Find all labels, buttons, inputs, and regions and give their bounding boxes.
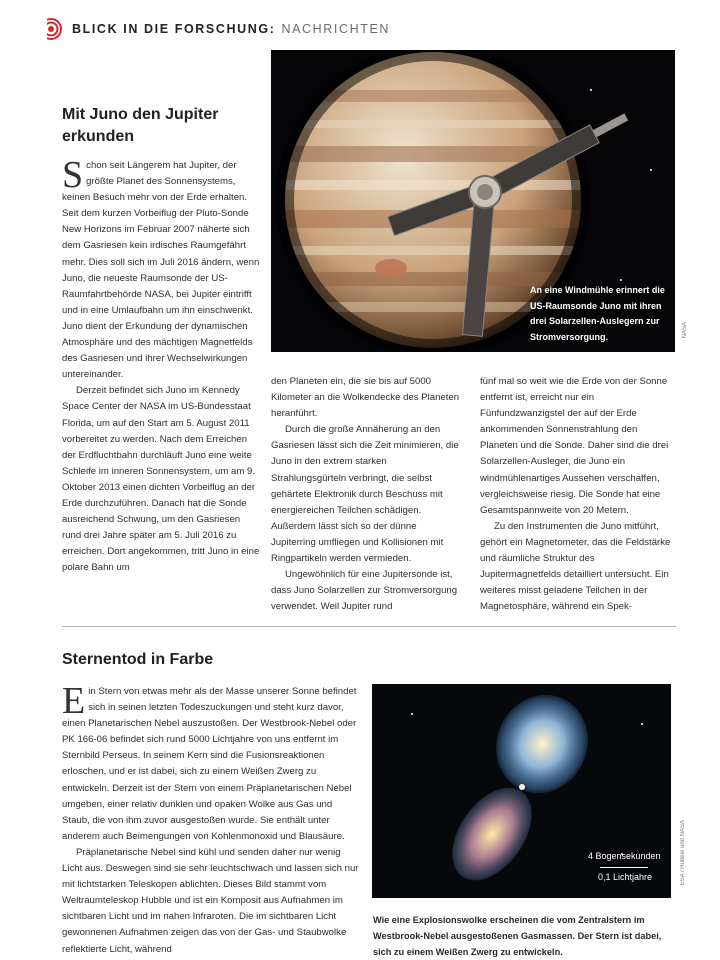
scale-bar (600, 867, 648, 868)
paragraph: Zu den Instrumenten die Juno mitführt, gehört ein Magnetometer, das die Feldstärke und räumliche Struktur des Jupitermagnetfelds detailliert untersucht. Ein weiteres misst geladene Teilchen in der Magnetosphäre, während ein Spek- (480, 520, 671, 613)
section-subtitle: NACHRICHTEN (281, 22, 391, 36)
scale-arcsec-label: 4 Bogensekunden (588, 851, 661, 861)
article-title-line2: erkunden (62, 128, 135, 145)
photo-caption: An eine Windmühle erinnert die US-Raumsonde Juno mit ihren drei Solarzellen-Auslegern zur Stromversorgung. (530, 285, 665, 342)
nebula-photo (372, 684, 671, 898)
article-title (62, 104, 262, 148)
article-title: Sternentod in Farbe (62, 651, 214, 668)
photo-credit: ESA / Hubble und NASA (680, 820, 686, 886)
paragraph: Präplanetarische Nebel sind kühl und senden daher nur wenig Licht aus. Deswegen sind sie sehr leuchtschwach und lassen sich nur mit lichtstarken Teleskopen ablichten. Dieses Bild stammt vom Weltraumteleskop Hubble und ist ein Komposit aus Aufnahmen im sichtbaren Licht und im nahen Infraroten. Die im sichtbaren Licht gewonnenen Aufnahmen zeigen das von der Gas- und Staubwolke reflektierte Licht, während (62, 846, 359, 955)
scale-lightyear-label: 0,1 Lichtjahre (598, 872, 653, 882)
nebula-illustration (372, 684, 671, 898)
article-title-line1: Mit Juno den Jupiter (62, 106, 219, 123)
article-column-3 (480, 374, 673, 615)
section-divider (62, 626, 676, 627)
article-column-2 (271, 374, 464, 615)
section-title: BLICK IN DIE FORSCHUNG: (72, 22, 276, 36)
article-column (62, 680, 362, 958)
paragraph: chon seit Längerem hat Jupiter, der größte Planet des Sonnensystems, keinen Besuch mehr von der Erde erhalten. Seit dem kurzen Vorbeiflug der Pluto-Sonde New Horizons im Februar 2007 näherte sich dem Gasriesen kein irdisches Raumgefährt mehr. Dies soll sich im Juli 2016 ändern, wenn Juno, die neueste Raumsonde der US-Raumfahrtbehörde NASA, bei Jupiter eintrifft und in eine Umlaufbahn um ihn einschwenkt. Juno dient der Erkundung der dynamischen Atmosphäre und des mächtigen Magnetfelds des Gasriesen und ihrer Wechselwirkungen untereinander. (62, 160, 260, 381)
paragraph: Ungewöhnlich für eine Jupitersonde ist, dass Juno Solarzellen zur Stromversorgung verwendet. Weil Jupiter rund (271, 569, 458, 613)
paragraph: in Stern von etwas mehr als der Masse unserer Sonne befindet sich in seinen letzten Todeszuckungen und steht kurz davor, einen Planetarischen Nebel auszustoßen. Der Westbrook-Nebel oder PK 166-06 befindet sich rund 5000 Lichtjahre von uns entfernt im Sternbild Perseus. In seinem Kern sind die Fusionsreaktionen erloschen, und er ist dabei, sich zu einem Weißen Zwerg zu entwickeln. Derzeit ist der Stern von einem Präplanetarischen Nebel umgeben, einer relativ dunklen und opaken Wolke aus Gas und Staub, die von ihm zuvor ausgestoßen wurde. Sie enthält unter anderem auch Beimengungen von Kohlenmonoxid und Blausäure. (62, 686, 357, 842)
paragraph: den Planeten ein, die sie bis auf 5000 Kilometer an die Wolkendecke des Planeten heranführt. (271, 376, 460, 420)
drop-cap: E (62, 680, 86, 722)
photo-caption: Wie eine Explosionswolke erscheinen die vom Zentralstern im Westbrook-Nebel ausgestoßenen Gasmassen. Der Stern ist dabei, sich zu einem Weißen Zwerg zu entwickeln. (373, 915, 662, 957)
drop-cap: S (62, 154, 84, 196)
magazine-logo-icon (40, 18, 62, 40)
central-star (519, 784, 525, 790)
page-header (40, 18, 390, 40)
photo-credit: NASA (682, 322, 688, 339)
paragraph: fünf mal so weit wie die Erde von der Sonne entfernt ist, erreicht nur ein Fünfundzwanzigstel der auf der Erde ankommenden Sonnenstrahlung den Planeten und die Sonde. Daher sind die drei Solarzellen-Ausleger, die Juno ein windmühlenartiges Aussehen verschaffen, vergleichsweise riesig. Die Sonde hat eine Gesamtspannweite von 20 Metern. (480, 376, 669, 516)
paragraph: Derzeit befindet sich Juno im Kennedy Space Center der NASA im US-Bundesstaat Florida, um auf den Start am 5. August 2011 vorbereitet zu werden. Nach dem Erreichen der Erdfluchtbahn durchläuft Juno eine weite Schleife im inneren Sonnensystem, um am 9. Oktober 2013 einen dichten Vorbeiflug an der Erde durchzuführen. Danach hat die Sonde ausreichend Schwung, um den Gasriesen rund drei Jahre später am 5. Juli 2016 zu erreichen. Dort angekommen, tritt Juno in eine polare Bahn um (62, 385, 260, 574)
article-column-1 (62, 154, 260, 576)
paragraph: Durch die große Annäherung an den Gasriesen lässt sich die Zeit minimieren, die Juno in den extrem starken Strahlungsgürteln verbringt, die selbst gehärtete Elektronik durch Beschuss mit energiereichen Teilchen schädigen. Außerdem lässt sich so der dünne Jupiterring umfliegen und Kollisionen mit Ringpartikeln werden vermieden. (271, 424, 459, 565)
